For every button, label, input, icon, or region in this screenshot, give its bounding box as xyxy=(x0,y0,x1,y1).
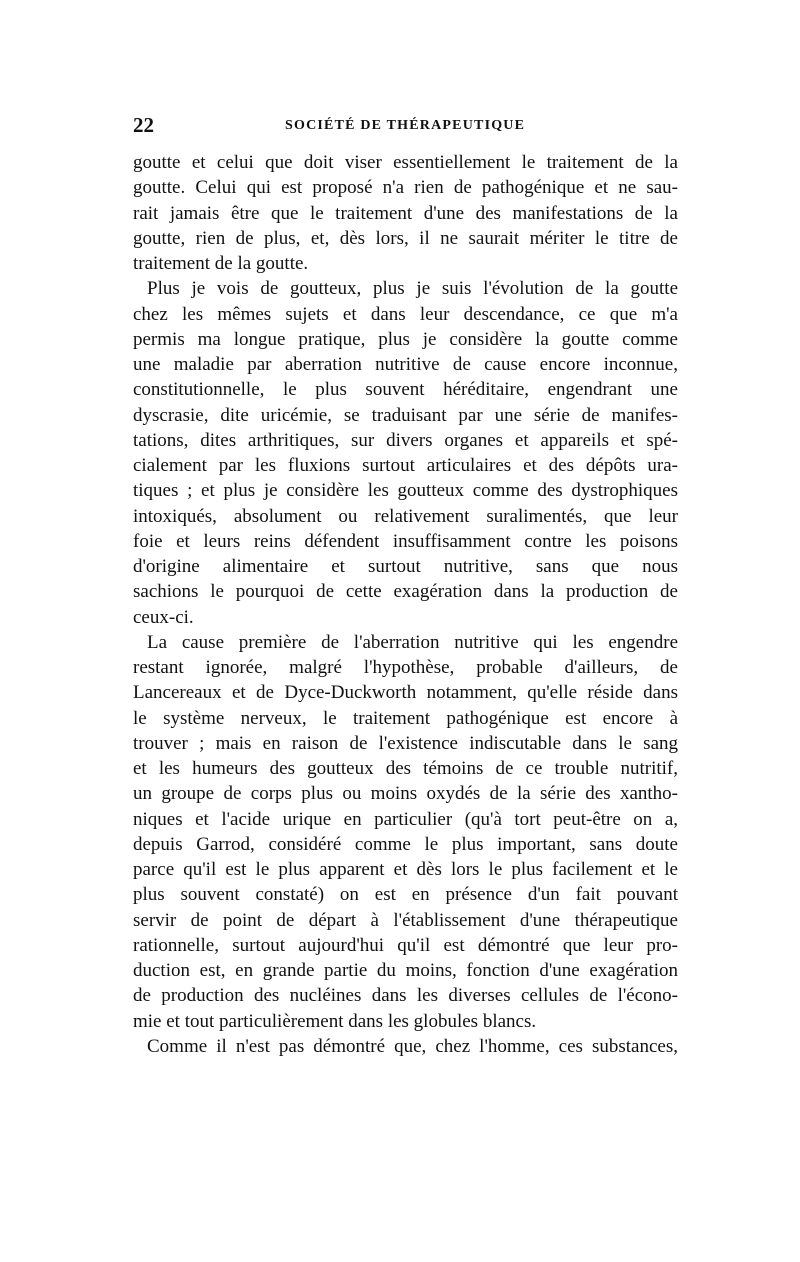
text-line: tiques ; et plus je considère les goutteux comme des dystrophiques xyxy=(133,480,678,502)
text-line: Comme il n'est pas démontré que, chez l'homme, ces substances, xyxy=(147,1035,678,1057)
page-header xyxy=(133,113,678,139)
text-line: le système nerveux, le traitement pathogénique est encore à xyxy=(133,707,678,729)
text-line: goutte et celui que doit viser essentiellement le traitement de la xyxy=(133,152,678,173)
text-line: tations, dites arthritiques, sur divers organes et appareils et spé- xyxy=(133,429,678,451)
text-line: duction est, en grande partie du moins, fonction d'une exagération xyxy=(133,960,678,981)
text-line: depuis Garrod, considéré comme le plus important, sans doute xyxy=(133,833,678,855)
text-line: sachions le pourquoi de cette exagération dans la production de xyxy=(133,581,678,603)
text-line: ceux-ci. xyxy=(133,606,194,628)
text-line: foie et leurs reins défendent insuffisamment contre les poisons xyxy=(133,530,678,552)
running-title: SOCIÉTÉ DE THÉRAPEUTIQUE xyxy=(285,118,526,133)
text-line: et les humeurs des goutteux des témoins de ce trouble nutritif, xyxy=(133,758,678,779)
text-line: parce qu'il est le plus apparent et dès lors le plus facilement et le xyxy=(133,859,678,880)
text-line: rait jamais être que le traitement d'une des manifestations de la xyxy=(133,202,678,224)
text-line: une maladie par aberration nutritive de cause encore inconnue, xyxy=(133,354,678,375)
text-line: permis ma longue pratique, plus je considère la goutte comme xyxy=(133,328,678,350)
text-line: Lancereaux et de Dyce-Duckworth notamment, qu'elle réside dans xyxy=(133,682,678,704)
page-number: 22 xyxy=(133,113,154,137)
text-line: mie et tout particulièrement dans les globules blancs. xyxy=(133,1010,537,1032)
text-line: dyscrasie, dite uricémie, se traduisant par une série de manifes- xyxy=(133,404,678,426)
text-line: un groupe de corps plus ou moins oxydés de la série des xantho- xyxy=(133,783,678,805)
text-line: chez les mêmes sujets et dans leur descendance, ce que m'a xyxy=(133,303,678,325)
text-line: rationnelle, surtout aujourd'hui qu'il est démontré que leur pro- xyxy=(133,934,678,956)
text-line: traitement de la goutte. xyxy=(133,253,309,274)
text-line: constitutionnelle, le plus souvent héréditaire, engendrant une xyxy=(133,379,678,401)
text-line: intoxiqués, absolument ou relativement suralimentés, que leur xyxy=(133,505,678,527)
body-text xyxy=(133,150,678,1059)
text-line: goutte, rien de plus, et, dès lors, il ne saurait mériter le titre de xyxy=(133,227,678,249)
text-line: goutte. Celui qui est proposé n'a rien de pathogénique et ne sau- xyxy=(133,177,678,199)
text-line: plus souvent constaté) on est en présence d'un fait pouvant xyxy=(133,884,678,906)
text-line: servir de point de départ à l'établissement d'une thérapeutique xyxy=(133,909,678,931)
text-line: niques et l'acide urique en particulier (qu'à tort peut-être on a, xyxy=(133,808,678,830)
text-line: cialement par les fluxions surtout articulaires et des dépôts ura- xyxy=(133,455,678,476)
text-line: restant ignorée, malgré l'hypothèse, probable d'ailleurs, de xyxy=(133,657,678,678)
text-line: La cause première de l'aberration nutritive qui les engendre xyxy=(147,631,678,653)
text-line: d'origine alimentaire et surtout nutritive, sans que nous xyxy=(133,556,678,577)
text-line: Plus je vois de goutteux, plus je suis l'évolution de la goutte xyxy=(147,278,678,300)
text-line: de production des nucléines dans les diverses cellules de l'écono- xyxy=(133,985,678,1007)
text-line: trouver ; mais en raison de l'existence indiscutable dans le sang xyxy=(133,732,678,754)
